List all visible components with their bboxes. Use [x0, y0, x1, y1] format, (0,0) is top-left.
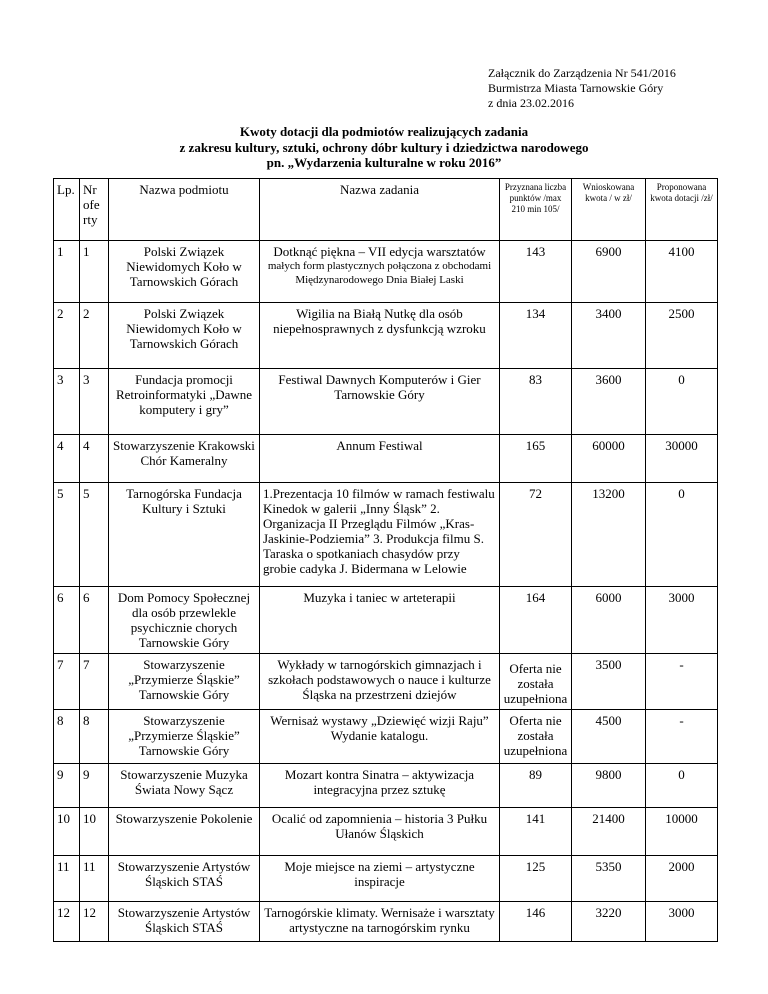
- cell-podmiot: Dom Pomocy Społecznej dla osób przewlekle psychicznie chorych Tarnowskie Góry: [109, 587, 260, 654]
- cell-punkty: 143: [500, 241, 572, 303]
- cell-wnioskowana: 6900: [572, 241, 646, 303]
- cell-wnioskowana: 3600: [572, 369, 646, 435]
- cell-lp: 9: [54, 764, 80, 808]
- table-row: [54, 369, 718, 435]
- cell-lp: 1: [54, 241, 80, 303]
- title-line: Kwoty dotacji dla podmiotów realizujących zadania: [239, 124, 529, 139]
- cell-nr: 10: [80, 808, 109, 856]
- header-note-line: Burmistrza Miasta Tarnowskie Góry: [488, 81, 664, 95]
- header-note-line: Załącznik do Zarządzenia Nr 541/2016: [488, 66, 676, 80]
- table-header-row: [54, 179, 718, 241]
- document-title: [0, 124, 768, 171]
- cell-podmiot: Stowarzyszenie Artystów Śląskich STAŚ: [109, 902, 260, 942]
- cell-lp: 3: [54, 369, 80, 435]
- table-row: [54, 241, 718, 303]
- cell-zadanie: Muzyka i taniec w arteterapii: [260, 587, 500, 654]
- cell-zadanie: Wigilia na Białą Nutkę dla osób niepełnosprawnych z dysfunkcją wzroku: [260, 303, 500, 369]
- cell-proponowana: 2500: [646, 303, 718, 369]
- cell-punkty: 164: [500, 587, 572, 654]
- header-note: [488, 66, 676, 111]
- cell-punkty: 125: [500, 856, 572, 902]
- cell-lp: 8: [54, 710, 80, 764]
- cell-podmiot: Stowarzyszenie Krakowski Chór Kameralny: [109, 435, 260, 483]
- cell-wnioskowana: 60000: [572, 435, 646, 483]
- table-row: [54, 483, 718, 587]
- cell-wnioskowana: 13200: [572, 483, 646, 587]
- cell-podmiot: Stowarzyszenie Artystów Śląskich STAŚ: [109, 856, 260, 902]
- cell-nr: 12: [80, 902, 109, 942]
- cell-proponowana: 0: [646, 369, 718, 435]
- table-row: [54, 654, 718, 710]
- table-row: [54, 710, 718, 764]
- cell-zadanie: Wykłady w tarnogórskich gimnazjach i szkołach podstawowych o nauce i kulturze Śląska na przestrzeni dziejów: [260, 654, 500, 710]
- col-header-lp: Lp.: [54, 179, 80, 241]
- cell-podmiot: Fundacja promocji Retroinformatyki „Dawne komputery i gry”: [109, 369, 260, 435]
- cell-proponowana: 30000: [646, 435, 718, 483]
- cell-lp: 12: [54, 902, 80, 942]
- cell-proponowana: 4100: [646, 241, 718, 303]
- cell-nr: 7: [80, 654, 109, 710]
- cell-nr: 2: [80, 303, 109, 369]
- cell-lp: 7: [54, 654, 80, 710]
- grants-table: [53, 178, 718, 942]
- cell-nr: 8: [80, 710, 109, 764]
- cell-wnioskowana: 4500: [572, 710, 646, 764]
- cell-wnioskowana: 3400: [572, 303, 646, 369]
- cell-proponowana: 2000: [646, 856, 718, 902]
- cell-podmiot: Stowarzyszenie „Przymierze Śląskie” Tarnowskie Góry: [109, 710, 260, 764]
- cell-punkty: 165: [500, 435, 572, 483]
- zadanie-sub: małych form plastycznych połączona z obchodami Międzynarodowego Dnia Białej Laski: [267, 260, 492, 286]
- cell-punkty: 141: [500, 808, 572, 856]
- table-row: [54, 435, 718, 483]
- col-header-nr: Nr ofe rty: [80, 179, 109, 241]
- cell-wnioskowana: 21400: [572, 808, 646, 856]
- cell-proponowana: 3000: [646, 587, 718, 654]
- cell-podmiot: Tarnogórska Fundacja Kultury i Sztuki: [109, 483, 260, 587]
- table-row: [54, 856, 718, 902]
- cell-proponowana: 3000: [646, 902, 718, 942]
- cell-lp: 6: [54, 587, 80, 654]
- col-header-podmiot: Nazwa podmiotu: [109, 179, 260, 241]
- cell-proponowana: 0: [646, 483, 718, 587]
- cell-wnioskowana: 3220: [572, 902, 646, 942]
- cell-lp: 5: [54, 483, 80, 587]
- cell-punkty: 134: [500, 303, 572, 369]
- cell-wnioskowana: 3500: [572, 654, 646, 710]
- table-row: [54, 808, 718, 856]
- cell-proponowana: 10000: [646, 808, 718, 856]
- zadanie-main: Dotknąć piękna – VII edycja warsztatów: [273, 244, 486, 259]
- title-line: pn. „Wydarzenia kulturalne w roku 2016”: [266, 155, 502, 170]
- col-header-proponowana: Proponowana kwota dotacji /zł/: [646, 179, 718, 241]
- cell-wnioskowana: 5350: [572, 856, 646, 902]
- cell-zadanie: [260, 241, 500, 303]
- cell-wnioskowana: 6000: [572, 587, 646, 654]
- cell-lp: 11: [54, 856, 80, 902]
- cell-punkty: 146: [500, 902, 572, 942]
- cell-zadanie: Moje miejsce na ziemi – artystyczne inspiracje: [260, 856, 500, 902]
- cell-podmiot: Stowarzyszenie „Przymierze Śląskie” Tarnowskie Góry: [109, 654, 260, 710]
- cell-nr: 3: [80, 369, 109, 435]
- cell-punkty: 83: [500, 369, 572, 435]
- header-note-line: z dnia 23.02.2016: [488, 96, 574, 110]
- cell-nr: 1: [80, 241, 109, 303]
- cell-zadanie: 1.Prezentacja 10 filmów w ramach festiwalu Kinedok w galerii „Inny Śląsk” 2. Organizacja II Przeglądu Filmów „Kras-Jaskinie-Podziemia” 3. Produkcja filmu S. Taraska o spotkaniach chasydów przy grobie cadyka J. Bidermana w Lelowie: [260, 483, 500, 587]
- cell-podmiot: Stowarzyszenie Pokolenie: [109, 808, 260, 856]
- cell-podmiot: Polski Związek Niewidomych Koło w Tarnowskich Górach: [109, 303, 260, 369]
- cell-nr: 11: [80, 856, 109, 902]
- cell-proponowana: 0: [646, 764, 718, 808]
- cell-wnioskowana: 9800: [572, 764, 646, 808]
- cell-punkty: Oferta nie została uzupełniona: [500, 710, 572, 764]
- title-line: z zakresu kultury, sztuki, ochrony dóbr kultury i dziedzictwa narodowego: [179, 139, 589, 155]
- cell-zadanie: Annum Festiwal: [260, 435, 500, 483]
- cell-nr: 9: [80, 764, 109, 808]
- cell-podmiot: Polski Związek Niewidomych Koło w Tarnowskich Górach: [109, 241, 260, 303]
- cell-lp: 4: [54, 435, 80, 483]
- cell-lp: 10: [54, 808, 80, 856]
- cell-punkty: 72: [500, 483, 572, 587]
- table-row: [54, 764, 718, 808]
- cell-zadanie: Tarnogórskie klimaty. Wernisaże i warsztaty artystyczne na tarnogórskim rynku: [260, 902, 500, 942]
- cell-punkty: Oferta nie została uzupełniona: [500, 654, 572, 710]
- table-row: [54, 902, 718, 942]
- cell-zadanie: Festiwal Dawnych Komputerów i Gier Tarnowskie Góry: [260, 369, 500, 435]
- cell-zadanie: Mozart kontra Sinatra – aktywizacja integracyjna przez sztukę: [260, 764, 500, 808]
- cell-proponowana: -: [646, 710, 718, 764]
- cell-punkty: 89: [500, 764, 572, 808]
- table-row: [54, 587, 718, 654]
- cell-proponowana: -: [646, 654, 718, 710]
- cell-lp: 2: [54, 303, 80, 369]
- cell-nr: 5: [80, 483, 109, 587]
- cell-zadanie: Wernisaż wystawy „Dziewięć wizji Raju” Wydanie katalogu.: [260, 710, 500, 764]
- cell-zadanie: Ocalić od zapomnienia – historia 3 Pułku Ułanów Śląskich: [260, 808, 500, 856]
- cell-nr: 6: [80, 587, 109, 654]
- cell-nr: 4: [80, 435, 109, 483]
- col-header-wnioskowana: Wnioskowana kwota / w zł/: [572, 179, 646, 241]
- table-row: [54, 303, 718, 369]
- col-header-zadanie: Nazwa zadania: [260, 179, 500, 241]
- cell-podmiot: Stowarzyszenie Muzyka Świata Nowy Sącz: [109, 764, 260, 808]
- col-header-punkty: Przyznana liczba punktów /max 210 min 105/: [500, 179, 572, 241]
